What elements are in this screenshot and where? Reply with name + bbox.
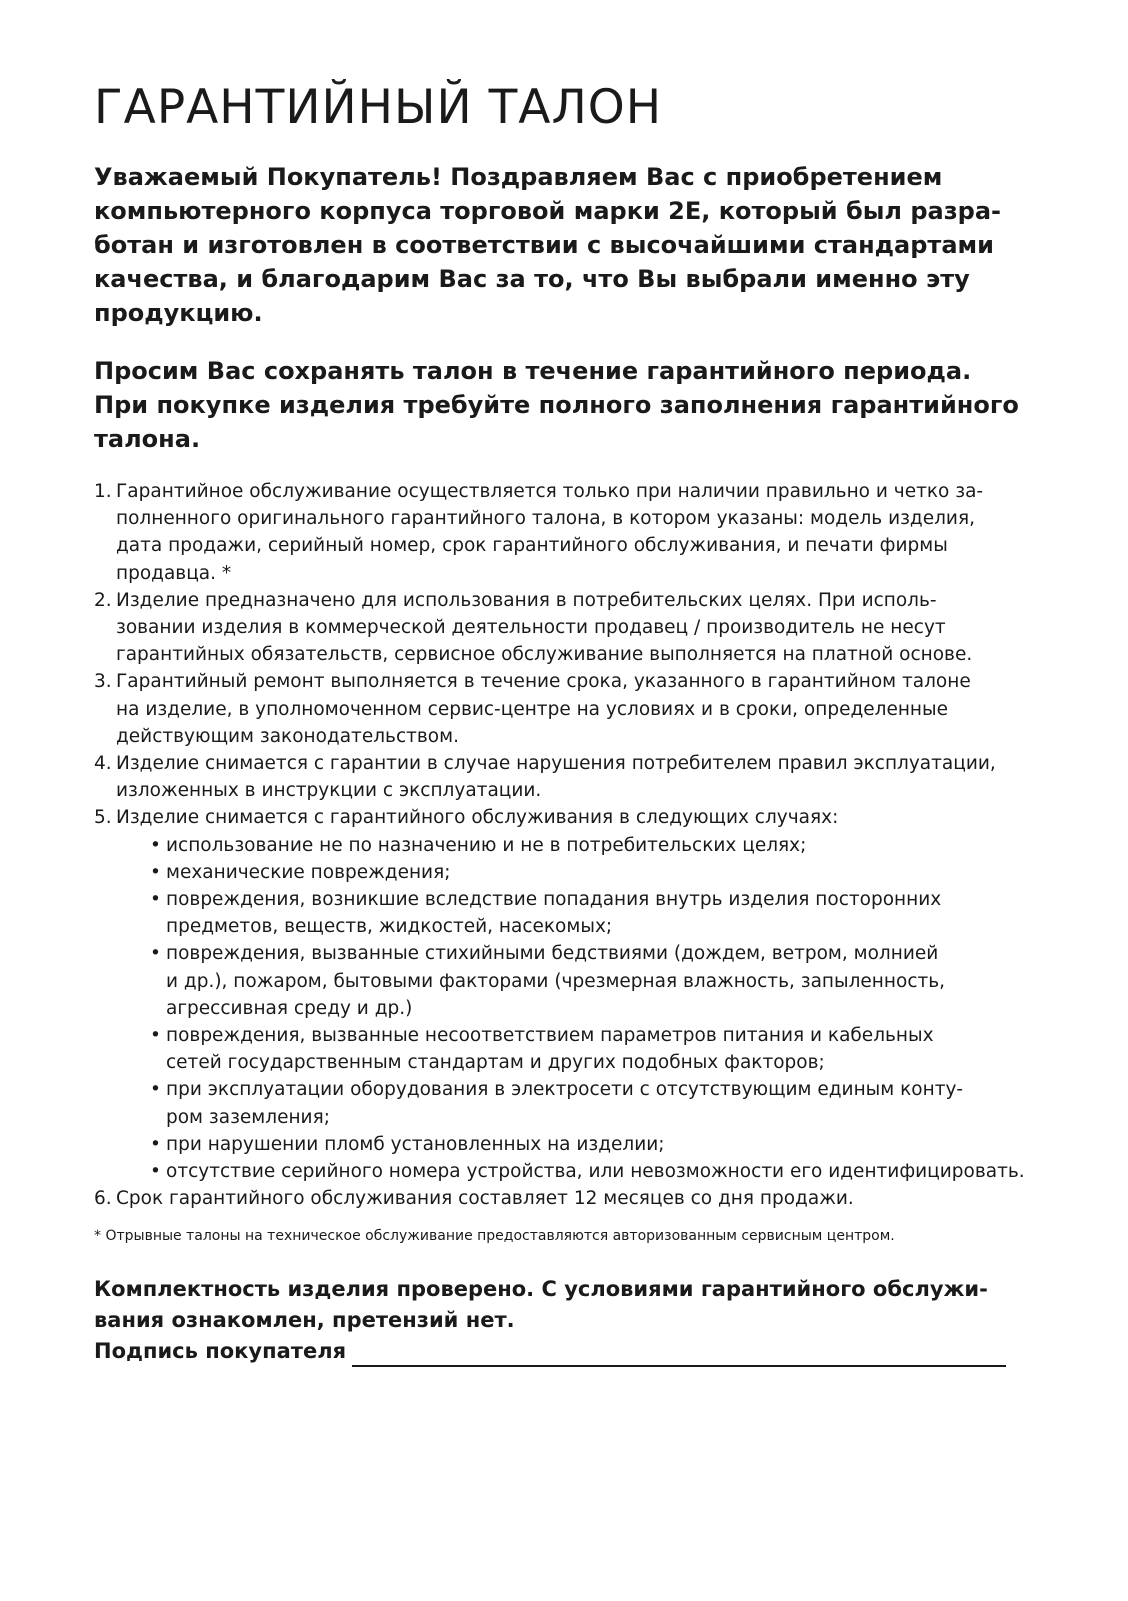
term-item-4 <box>94 750 1034 804</box>
bullet-mark: • <box>150 861 161 883</box>
term-text-line: на изделие, в уполномоченном сервис-центре на условиях и в сроки, определенные <box>116 698 949 720</box>
page-title: ГАРАНТИЙНЫЙ ТАЛОН <box>94 80 663 135</box>
term-text-line: действующим законодательством. <box>116 725 459 747</box>
exclusion-item <box>150 1158 1034 1185</box>
term-text-line: продавца. * <box>116 562 232 584</box>
term-item-6 <box>94 1185 1034 1212</box>
exclusion-text-line: и др.), пожаром, бытовыми факторами (чрезмерная влажность, запыленность, <box>166 970 946 992</box>
request-line: При покупке изделия требуйте полного заполнения гарантийного <box>94 391 1019 419</box>
intro-line: качества, и благодарим Вас за то, что Вы выбрали именно эту <box>94 265 970 293</box>
exclusion-item <box>150 1131 1034 1158</box>
exclusion-text-line: при нарушении пломб установленных на изделии; <box>166 1133 665 1155</box>
bullet-mark: • <box>150 1025 161 1047</box>
term-number: 5. <box>94 807 112 829</box>
exclusion-item <box>150 1022 1034 1076</box>
term-item-3 <box>94 668 1034 750</box>
exclusion-text-line: предметов, веществ, жидкостей, насекомых; <box>166 916 613 938</box>
exclusion-text-line: отсутствие серийного номера устройства, или невозможности его идентифицировать. <box>166 1161 1025 1183</box>
term-item-1 <box>94 478 1034 587</box>
term-number: 6. <box>94 1188 112 1210</box>
exclusion-item <box>150 1076 1034 1130</box>
bullet-mark: • <box>150 1161 161 1183</box>
term-number: 3. <box>94 671 112 693</box>
bullet-mark: • <box>150 1079 161 1101</box>
exclusion-text-line: агрессивная среду и др.) <box>166 997 413 1019</box>
term-number: 1. <box>94 481 112 502</box>
exclusion-item <box>150 940 1034 1022</box>
request-line: талона. <box>94 425 201 453</box>
term-text-line: дата продажи, серийный номер, срок гарантийного обслуживания, и печати фирмы <box>116 535 948 557</box>
exclusion-text-line: ром заземления; <box>166 1106 330 1128</box>
exclusion-item <box>150 859 1034 886</box>
term-item-2 <box>94 587 1034 669</box>
request-line: Просим Вас сохранять талон в течение гарантийного периода. <box>94 357 972 385</box>
confirmation-line: Комплектность изделия проверено. С условиями гарантийного обслужи- <box>94 1277 988 1302</box>
exclusion-text-line: повреждения, вызванные несоответствием параметров питания и кабельных <box>166 1025 934 1047</box>
exclusions-list <box>116 832 1034 1186</box>
term-text-line: Изделие предназначено для использования в потребительских целях. При исполь- <box>116 589 937 611</box>
exclusion-item <box>150 886 1034 940</box>
exclusion-text-line: использование не по назначению и не в потребительских целях; <box>166 834 807 856</box>
term-number: 4. <box>94 753 112 775</box>
signature-row <box>94 1336 1034 1367</box>
confirmation-line: вания ознакомлен, претензий нет. <box>94 1308 515 1333</box>
term-text-line: Гарантийное обслуживание осуществляется только при наличии правильно и четко за- <box>116 481 984 502</box>
exclusion-text-line: повреждения, возникшие вследствие попадания внутрь изделия посторонних <box>166 889 942 911</box>
bullet-mark: • <box>150 834 161 856</box>
term-text-line: зовании изделия в коммерческой деятельности продавец / производитель не несут <box>116 617 946 639</box>
term-text-line: гарантийных обязательств, сервисное обслуживание выполняется на платной основе. <box>116 644 973 666</box>
exclusion-item <box>150 832 1034 859</box>
exclusion-text-line: повреждения, вызванные стихийными бедствиями (дождем, ветром, молнией <box>166 943 939 965</box>
intro-line: компьютерного корпуса торговой марки 2E, который был разра- <box>94 197 1002 225</box>
term-item-5 <box>94 804 1034 1185</box>
signature-label: Подпись покупателя <box>94 1339 347 1364</box>
intro-paragraph <box>94 160 1014 330</box>
term-text-line: Изделие снимается с гарантийного обслуживания в следующих случаях: <box>116 807 839 829</box>
term-text-line: изложенных в инструкции с эксплуатации. <box>116 780 542 802</box>
intro-line: продукцию. <box>94 299 263 327</box>
term-number: 2. <box>94 589 112 611</box>
bullet-mark: • <box>150 1133 161 1155</box>
exclusion-text-line: при эксплуатации оборудования в электросети с отсутствующим единым конту- <box>166 1079 964 1101</box>
warranty-terms-list <box>94 478 1034 1212</box>
bullet-mark: • <box>150 943 161 965</box>
signature-line[interactable] <box>352 1341 1006 1367</box>
term-text-line: Изделие снимается с гарантии в случае нарушения потребителем правил эксплуатации, <box>116 753 996 775</box>
term-text-line: Гарантийный ремонт выполняется в течение срока, указанного в гарантийном талоне <box>116 671 971 693</box>
intro-line: ботан и изготовлен в соответствии с высочайшими стандартами <box>94 231 994 259</box>
intro-line: Уважаемый Покупатель! Поздравляем Вас с приобретением <box>94 163 943 191</box>
term-text-line: полненного оригинального гарантийного талона, в котором указаны: модель изделия, <box>116 508 975 530</box>
warranty-card <box>94 78 1034 1367</box>
exclusion-text-line: механические повреждения; <box>166 861 451 883</box>
exclusion-text-line: сетей государственным стандартам и других подобных факторов; <box>166 1052 825 1074</box>
request-paragraph <box>94 354 1019 456</box>
bullet-mark: • <box>150 889 161 911</box>
term-text-line: Срок гарантийного обслуживания составляет 12 месяцев со дня продажи. <box>116 1188 854 1210</box>
footnote: * Отрывные талоны на техническое обслуживание предоставляются авторизованным сервисным центром. <box>94 1228 895 1245</box>
confirmation-paragraph <box>94 1274 1034 1336</box>
